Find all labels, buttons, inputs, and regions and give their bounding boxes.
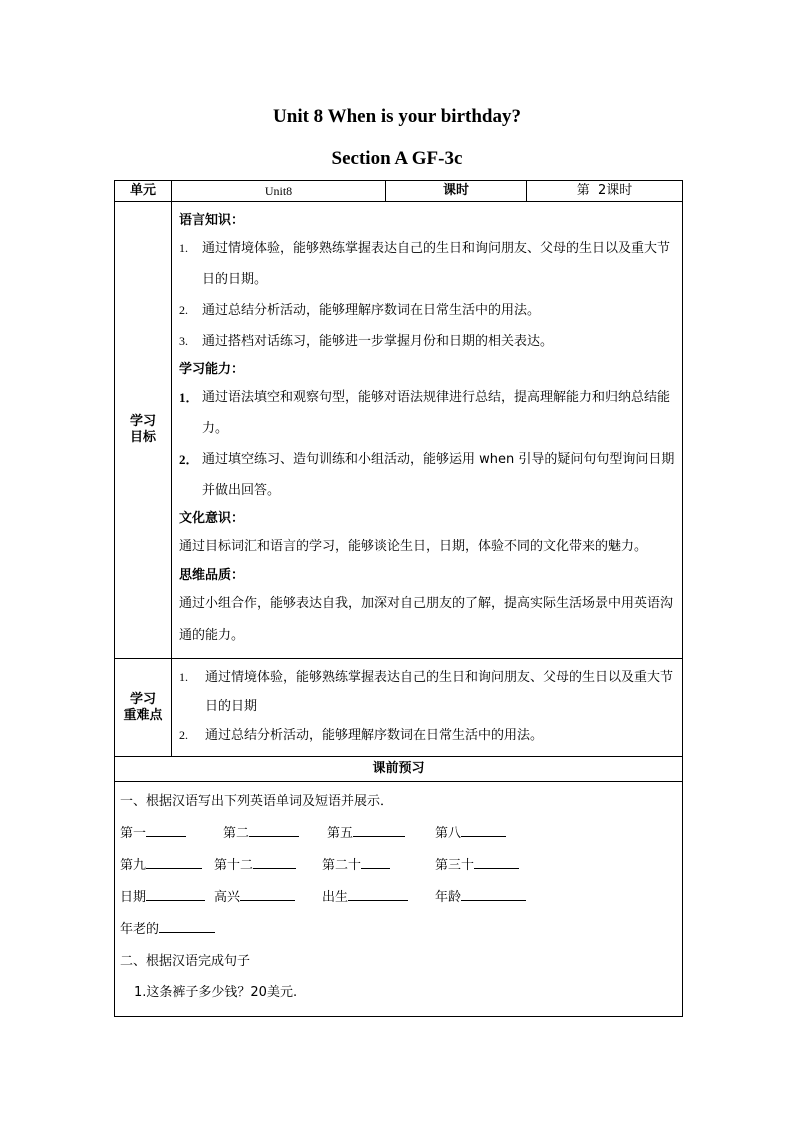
answer-blank[interactable] <box>361 854 390 869</box>
vocab-prompt: 第二 <box>223 826 250 841</box>
preview-heading: 课前预习 <box>115 757 683 782</box>
preview-exercises <box>115 782 683 1017</box>
vocab-row <box>120 818 677 850</box>
item-number: 3. <box>179 334 188 348</box>
item-number: 2． <box>179 452 199 467</box>
vocab-prompt: 第五 <box>327 826 354 841</box>
period-value: 第 2课时 <box>527 181 683 202</box>
item-text: 通过填空练习、造句训练和小组活动，能够运用 when 引导的疑问句句型询问日期并做出回答。 <box>202 452 675 498</box>
exercise-sentence: 1.这条裤子多少钱？20美元. <box>134 985 298 1000</box>
goals-content <box>172 202 683 659</box>
language-item <box>179 326 676 357</box>
vocab-prompt: 高兴 <box>214 890 241 905</box>
item-number: 2. <box>179 303 188 317</box>
vocab-prompt: 年龄 <box>435 890 462 905</box>
section-one-instruction: 一、根据汉语写出下列英语单词及短语并展示． <box>120 794 394 809</box>
key-points-content <box>172 659 683 757</box>
item-text: 通过情境体验，能够熟练掌握表达自己的生日和询问朋友、父母的生日以及重大节日的日期。 <box>202 241 671 287</box>
goals-row <box>115 202 683 659</box>
language-item <box>179 295 676 326</box>
ability-item <box>179 382 676 444</box>
answer-blank[interactable] <box>146 822 186 837</box>
language-item <box>179 233 676 295</box>
unit-label: 单元 <box>115 181 172 202</box>
key-points-label: 学习 重难点 <box>115 659 172 757</box>
document-title: Unit 8 When is your birthday? <box>273 106 521 127</box>
vocab-row <box>120 914 677 946</box>
item-number: 2. <box>179 728 188 742</box>
vocab-prompt: 日期 <box>120 890 147 905</box>
vocab-row <box>120 882 677 914</box>
answer-blank[interactable] <box>146 886 205 901</box>
period-label: 课时 <box>386 181 527 202</box>
item-text: 通过搭档对话练习，能够进一步掌握月份和日期的相关表达。 <box>202 334 554 349</box>
item-number: 1. <box>179 241 188 255</box>
culture-text: 通过目标词汇和语言的学习，能够谈论生日，日期，体验不同的文化带来的魅力。 <box>179 539 648 554</box>
answer-blank[interactable] <box>159 918 215 933</box>
vocab-prompt: 第九 <box>120 858 147 873</box>
item-text: 通过总结分析活动，能够理解序数词在日常生活中的用法。 <box>205 728 544 743</box>
goals-label: 学习 目标 <box>115 202 172 659</box>
ability-item <box>179 444 676 506</box>
unit-value: Unit8 <box>172 181 386 202</box>
answer-blank[interactable] <box>353 822 405 837</box>
key-point-item <box>179 663 676 721</box>
answer-blank[interactable] <box>461 822 506 837</box>
culture-heading: 文化意识： <box>179 511 245 526</box>
lesson-plan-table <box>114 180 683 1017</box>
key-points-row <box>115 659 683 757</box>
item-number: 1． <box>179 390 199 405</box>
language-heading: 语言知识： <box>179 213 245 228</box>
ability-heading: 学习能力： <box>179 362 245 377</box>
vocab-prompt: 第一 <box>120 826 147 841</box>
preview-exercises-row <box>115 782 683 1017</box>
preview-heading-row <box>115 757 683 782</box>
answer-blank[interactable] <box>253 854 296 869</box>
vocab-prompt: 第十二 <box>214 858 254 873</box>
header-row <box>115 181 683 202</box>
vocab-prompt: 第二十 <box>322 858 362 873</box>
answer-blank[interactable] <box>461 886 526 901</box>
item-text: 通过总结分析活动，能够理解序数词在日常生活中的用法。 <box>202 303 541 318</box>
key-point-item <box>179 721 676 750</box>
thinking-text: 通过小组合作，能够表达自我，加深对自己朋友的了解，提高实际生活场景中用英语沟通的能力。 <box>179 596 674 643</box>
thinking-heading: 思维品质： <box>179 568 245 583</box>
vocab-prompt: 年老的 <box>120 922 160 937</box>
document-subtitle: Section A GF-3c <box>331 148 463 169</box>
vocab-row <box>120 850 677 882</box>
answer-blank[interactable] <box>249 822 299 837</box>
item-text: 通过情境体验，能够熟练掌握表达自己的生日和询问朋友、父母的生日以及重大节日的日期 <box>205 670 674 714</box>
answer-blank[interactable] <box>348 886 408 901</box>
answer-blank[interactable] <box>240 886 295 901</box>
answer-blank[interactable] <box>146 854 202 869</box>
vocab-prompt: 第八 <box>435 826 462 841</box>
item-number: 1. <box>179 670 188 684</box>
answer-blank[interactable] <box>474 854 519 869</box>
section-two-instruction: 二、根据汉语完成句子 <box>120 954 251 969</box>
item-text: 通过语法填空和观察句型，能够对语法规律进行总结，提高理解能力和归纳总结能力。 <box>202 390 671 436</box>
vocab-prompt: 出生 <box>322 890 349 905</box>
vocab-prompt: 第三十 <box>435 858 475 873</box>
